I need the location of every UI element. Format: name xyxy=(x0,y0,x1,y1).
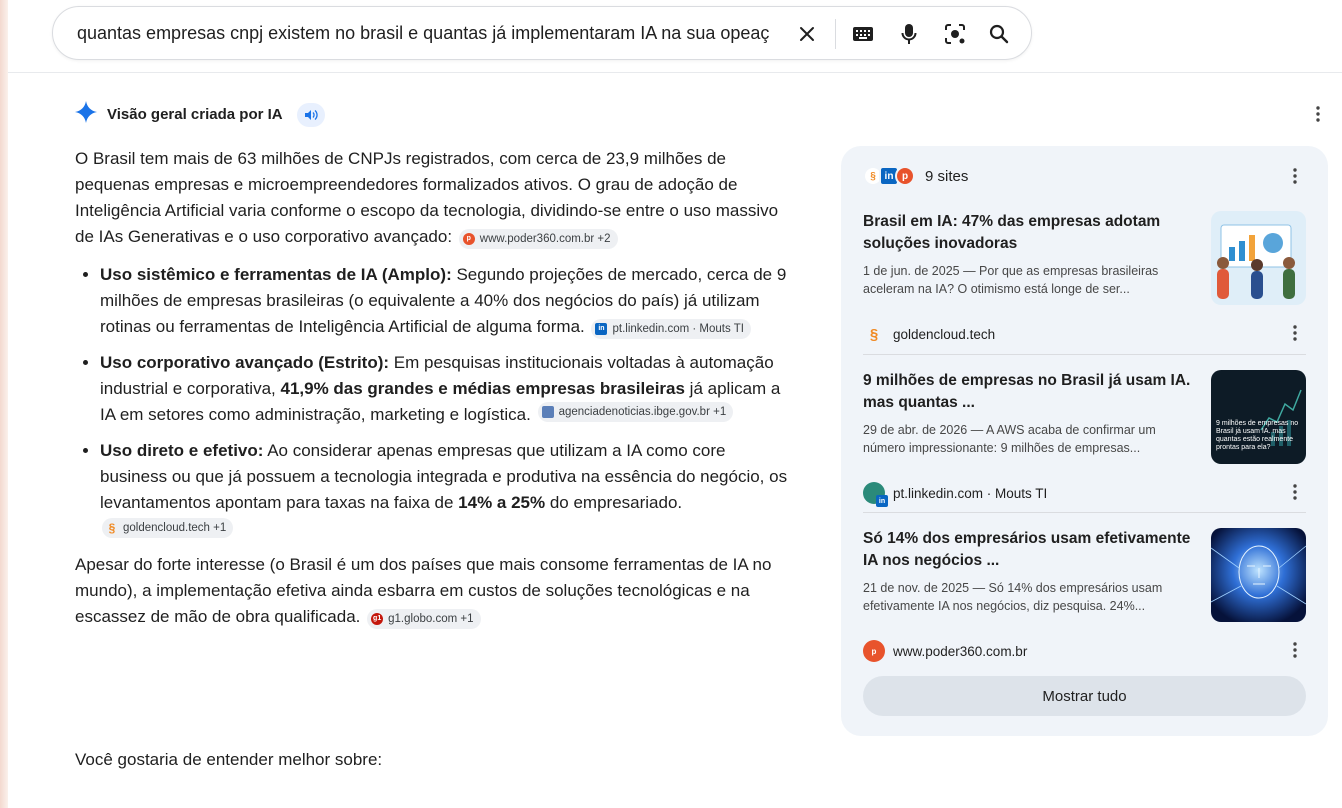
linkedin-icon: in xyxy=(879,166,899,186)
poder360-icon: p xyxy=(895,166,915,186)
more-options-icon[interactable] xyxy=(1310,104,1326,124)
goldencloud-icon: § xyxy=(863,166,883,186)
source-thumbnail[interactable] xyxy=(1211,370,1306,464)
card-divider xyxy=(863,354,1306,355)
search-divider xyxy=(835,19,836,49)
citation-chip[interactable]: agenciadenoticias.ibge.gov.br +1 xyxy=(538,402,734,422)
poder360-icon: p xyxy=(863,640,885,662)
source-card-snippet: 29 de abr. de 2026 — A AWS acaba de confirmar um número impressionante: 9 milhões de empresas... xyxy=(863,423,1156,455)
source-card-snippet: 21 de nov. de 2025 — Só 14% dos empresários usam efetivamente IA nos negócios, diz pesquisa. 24%... xyxy=(863,581,1163,613)
g1-icon: g1 xyxy=(371,613,383,625)
more-options-icon[interactable] xyxy=(1289,323,1301,343)
linkedin-icon: in xyxy=(595,323,607,335)
closing-paragraph: Apesar do forte interesse (o Brasil é um dos países que mais consome ferramentas de IA no mundo), a implementação efetiva ainda esbarra em custos de soluções tecnológicas e na escassez de mão de obra qualificada. g1 g1.globo.com +1 xyxy=(75,552,795,630)
sites-count: 9 sites xyxy=(925,167,969,185)
source-site-name: pt.linkedin.com · Mouts TI xyxy=(893,485,1048,501)
list-item: • Uso sistêmico e ferramentas de IA (Amplo): Segundo projeções de mercado, cerca de 9 milhões de empresas brasileiras (o equivalente a 40% dos negócios do país) já utilizam rotinas ou ferramentas de Inteligência Artificial de alguma forma. in pt.linkedin.com · Mouts TI xyxy=(100,262,795,340)
card-divider xyxy=(863,512,1306,513)
search-input[interactable] xyxy=(77,23,781,44)
intro-paragraph: O Brasil tem mais de 63 milhões de CNPJs registrados, com cerca de 23,9 milhões de pequenas empresas e microempreendedores formalizados ativos. O grau de adoção de Inteligência Artificial varia conforme o escopo da tecnologia, dividindo-se entre o uso massivo de IAs Generativas e o uso corporativo avançado: p www.poder360.com.br +2 xyxy=(75,146,795,250)
source-site[interactable] xyxy=(863,640,1027,662)
window-edge xyxy=(0,0,8,808)
more-options-icon[interactable] xyxy=(1289,640,1301,660)
citation-chip[interactable]: p www.poder360.com.br +2 xyxy=(459,229,618,249)
show-all-button[interactable]: Mostrar tudo xyxy=(863,676,1306,716)
search-box[interactable] xyxy=(52,6,1032,60)
source-card-snippet: 1 de jun. de 2025 — Por que as empresas brasileiras aceleram na IA? O otimismo está longe de ser... xyxy=(863,264,1159,296)
source-site-name: www.poder360.com.br xyxy=(893,643,1028,659)
source-card-title[interactable]: Brasil em IA: 47% das empresas adotam soluções inovadoras xyxy=(863,213,1161,252)
source-thumbnail[interactable] xyxy=(1211,528,1306,622)
mic-icon[interactable] xyxy=(895,20,923,48)
source-card-title[interactable]: 9 milhões de empresas no Brasil já usam IA. mas quantas ... xyxy=(863,372,1191,411)
source-thumbnail[interactable] xyxy=(1211,211,1306,305)
ai-overview-title: Visão geral criada por IA xyxy=(107,106,283,123)
poder360-icon: p xyxy=(463,233,475,245)
close-icon[interactable] xyxy=(793,20,821,48)
source-site-name: goldencloud.tech xyxy=(893,326,996,342)
camera-lens-icon[interactable] xyxy=(941,20,969,48)
source-site[interactable] xyxy=(863,323,995,345)
thumbnail-caption: 9 milhões de empresas no Brasil já usam IA. mas quantas estão realmente prontas para ela? xyxy=(1216,420,1299,451)
source-card[interactable] xyxy=(863,370,1309,510)
citation-chip[interactable]: in pt.linkedin.com · Mouts TI xyxy=(591,319,750,339)
list-item: • Uso direto e efetivo: Ao considerar apenas empresas que utilizam a IA como core business ou que já possuem a tecnologia integrada e produtiva na essência do negócio, os levantamentos apontam para taxas na faixa de 14% a 25% do empresariado. § goldencloud.tech +1 xyxy=(100,438,795,542)
goldencloud-icon: § xyxy=(108,521,116,535)
ai-overview-header xyxy=(75,101,325,128)
ai-overview-body xyxy=(75,146,795,630)
sources-header[interactable] xyxy=(863,166,968,186)
listen-button[interactable] xyxy=(297,103,325,127)
more-options-icon[interactable] xyxy=(1289,482,1301,502)
search-icon[interactable] xyxy=(985,20,1013,48)
citation-chip[interactable]: g1 g1.globo.com +1 xyxy=(367,609,480,629)
source-site[interactable] xyxy=(863,482,1047,504)
ibge-icon xyxy=(542,406,554,418)
source-card-title[interactable]: Só 14% dos empresários usam efetivamente IA nos negócios ... xyxy=(863,530,1191,569)
bullet-list xyxy=(75,262,795,542)
source-card[interactable] xyxy=(863,528,1309,668)
follow-up-question: Você gostaria de entender melhor sobre: xyxy=(75,750,383,769)
source-card[interactable] xyxy=(863,211,1309,351)
speaker-icon xyxy=(304,109,318,121)
goldencloud-icon: § xyxy=(869,325,879,343)
keyboard-icon[interactable] xyxy=(849,20,877,48)
linkedin-icon: in xyxy=(863,482,885,504)
citation-chip[interactable]: § goldencloud.tech +1 xyxy=(102,518,233,538)
list-item: • Uso corporativo avançado (Estrito): Em pesquisas institucionais voltadas à automação industrial e corporativa, 41,9% das grandes e médias empresas brasileiras já aplicam a IA em setores como administração, marketing e logística. agenciadenoticias.ibge.gov.br +1 xyxy=(100,350,795,428)
header-divider xyxy=(8,72,1342,73)
sparkle-icon xyxy=(75,101,97,128)
sources-panel xyxy=(841,146,1328,736)
more-options-icon[interactable] xyxy=(1289,166,1301,186)
